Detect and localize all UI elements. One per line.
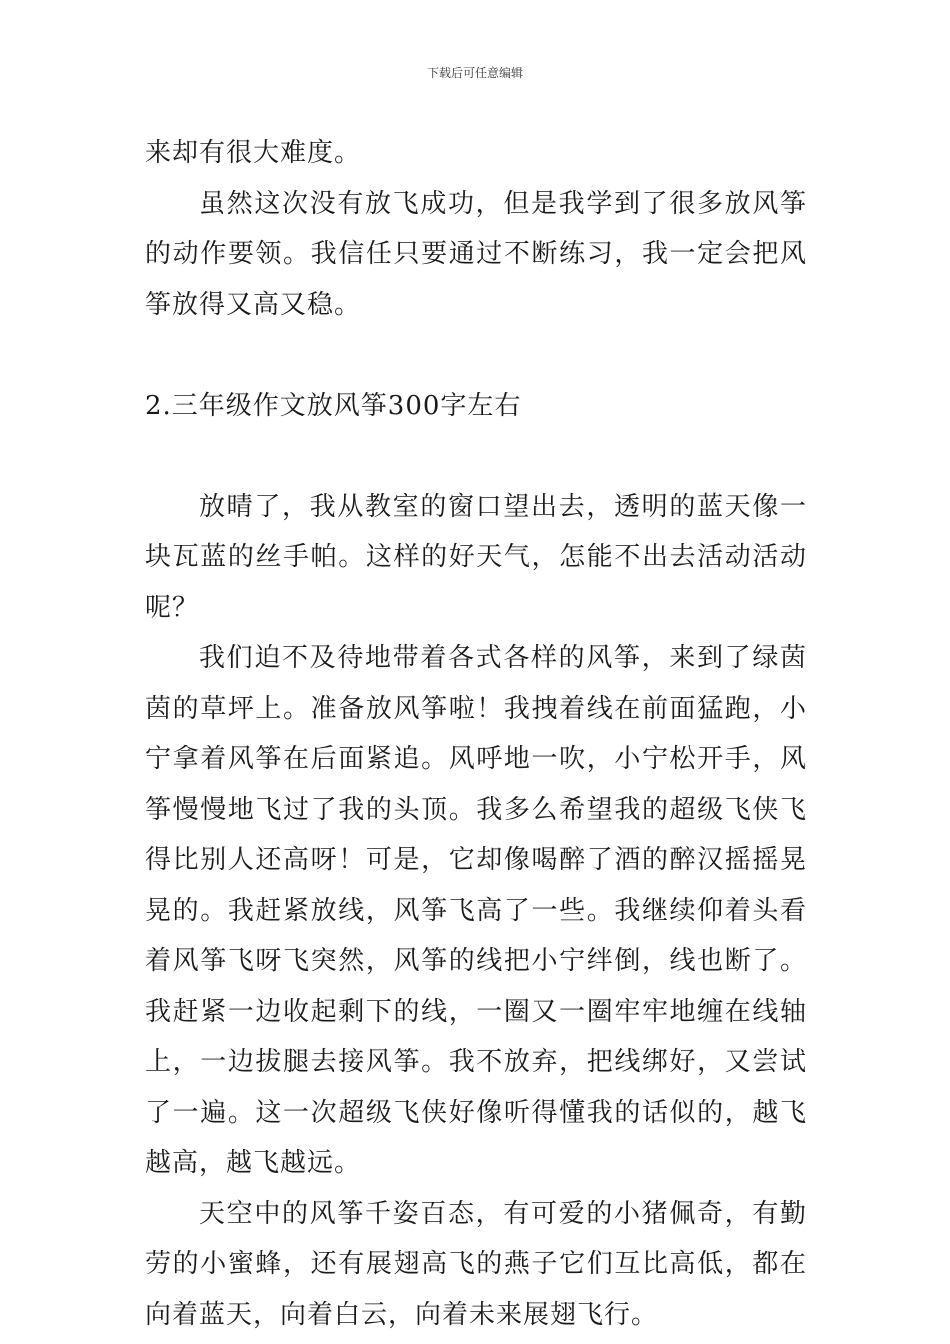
paragraph-4: 天空中的风筝千姿百态，有可爱的小猪佩奇，有勤劳的小蜜蜂，还有展翅高飞的燕子它们互比高低，都在向着蓝天，向着白云，向着未来展翅飞行。 [145, 1198, 807, 1330]
spacer [145, 431, 807, 482]
document-body [145, 128, 807, 1340]
paragraph-3: 我们迫不及待地带着各式各样的风筝，来到了绿茵茵的草坪上。准备放风筝啦！我拽着线在前面猛跑，小宁拿着风筝在后面紧追。风呼地一吹，小宁松开手，风筝慢慢地飞过了我的头顶。我多么希望我的超级飞侠飞得比别人还高呀！可是，它却像喝醉了酒的醉汉摇摇晃晃的。我赶紧放线，风筝飞高了一些。我继续仰着头看着风筝飞呀飞突然，风筝的线把小宁绊倒，线也断了。我赶紧一边收起剩下的线，一圈又一圈牢牢地缠在线轴上，一边拔腿去接风筝。我不放弃，把线绑好，又尝试了一遍。这一次超级飞侠好像听得懂我的话似的，越飞越高，越飞越远。 [145, 643, 807, 1178]
paragraph-continued: 来却有很大难度。 [145, 138, 362, 168]
page-header: 下载后可任意编辑 [426, 66, 523, 80]
paragraph-2: 放晴了，我从教室的窗口望出去，透明的蓝天像一块瓦蓝的丝手帕。这样的好天气，怎能不出去活动活动呢？ [145, 491, 807, 623]
spacer [145, 330, 807, 381]
section-title: 2.三年级作文放风筝300字左右 [145, 390, 522, 421]
paragraph-1: 虽然这次没有放飞成功，但是我学到了很多放风筝的动作要领。我信任只要通过不断练习，我一定会把风筝放得又高又稳。 [145, 188, 807, 320]
